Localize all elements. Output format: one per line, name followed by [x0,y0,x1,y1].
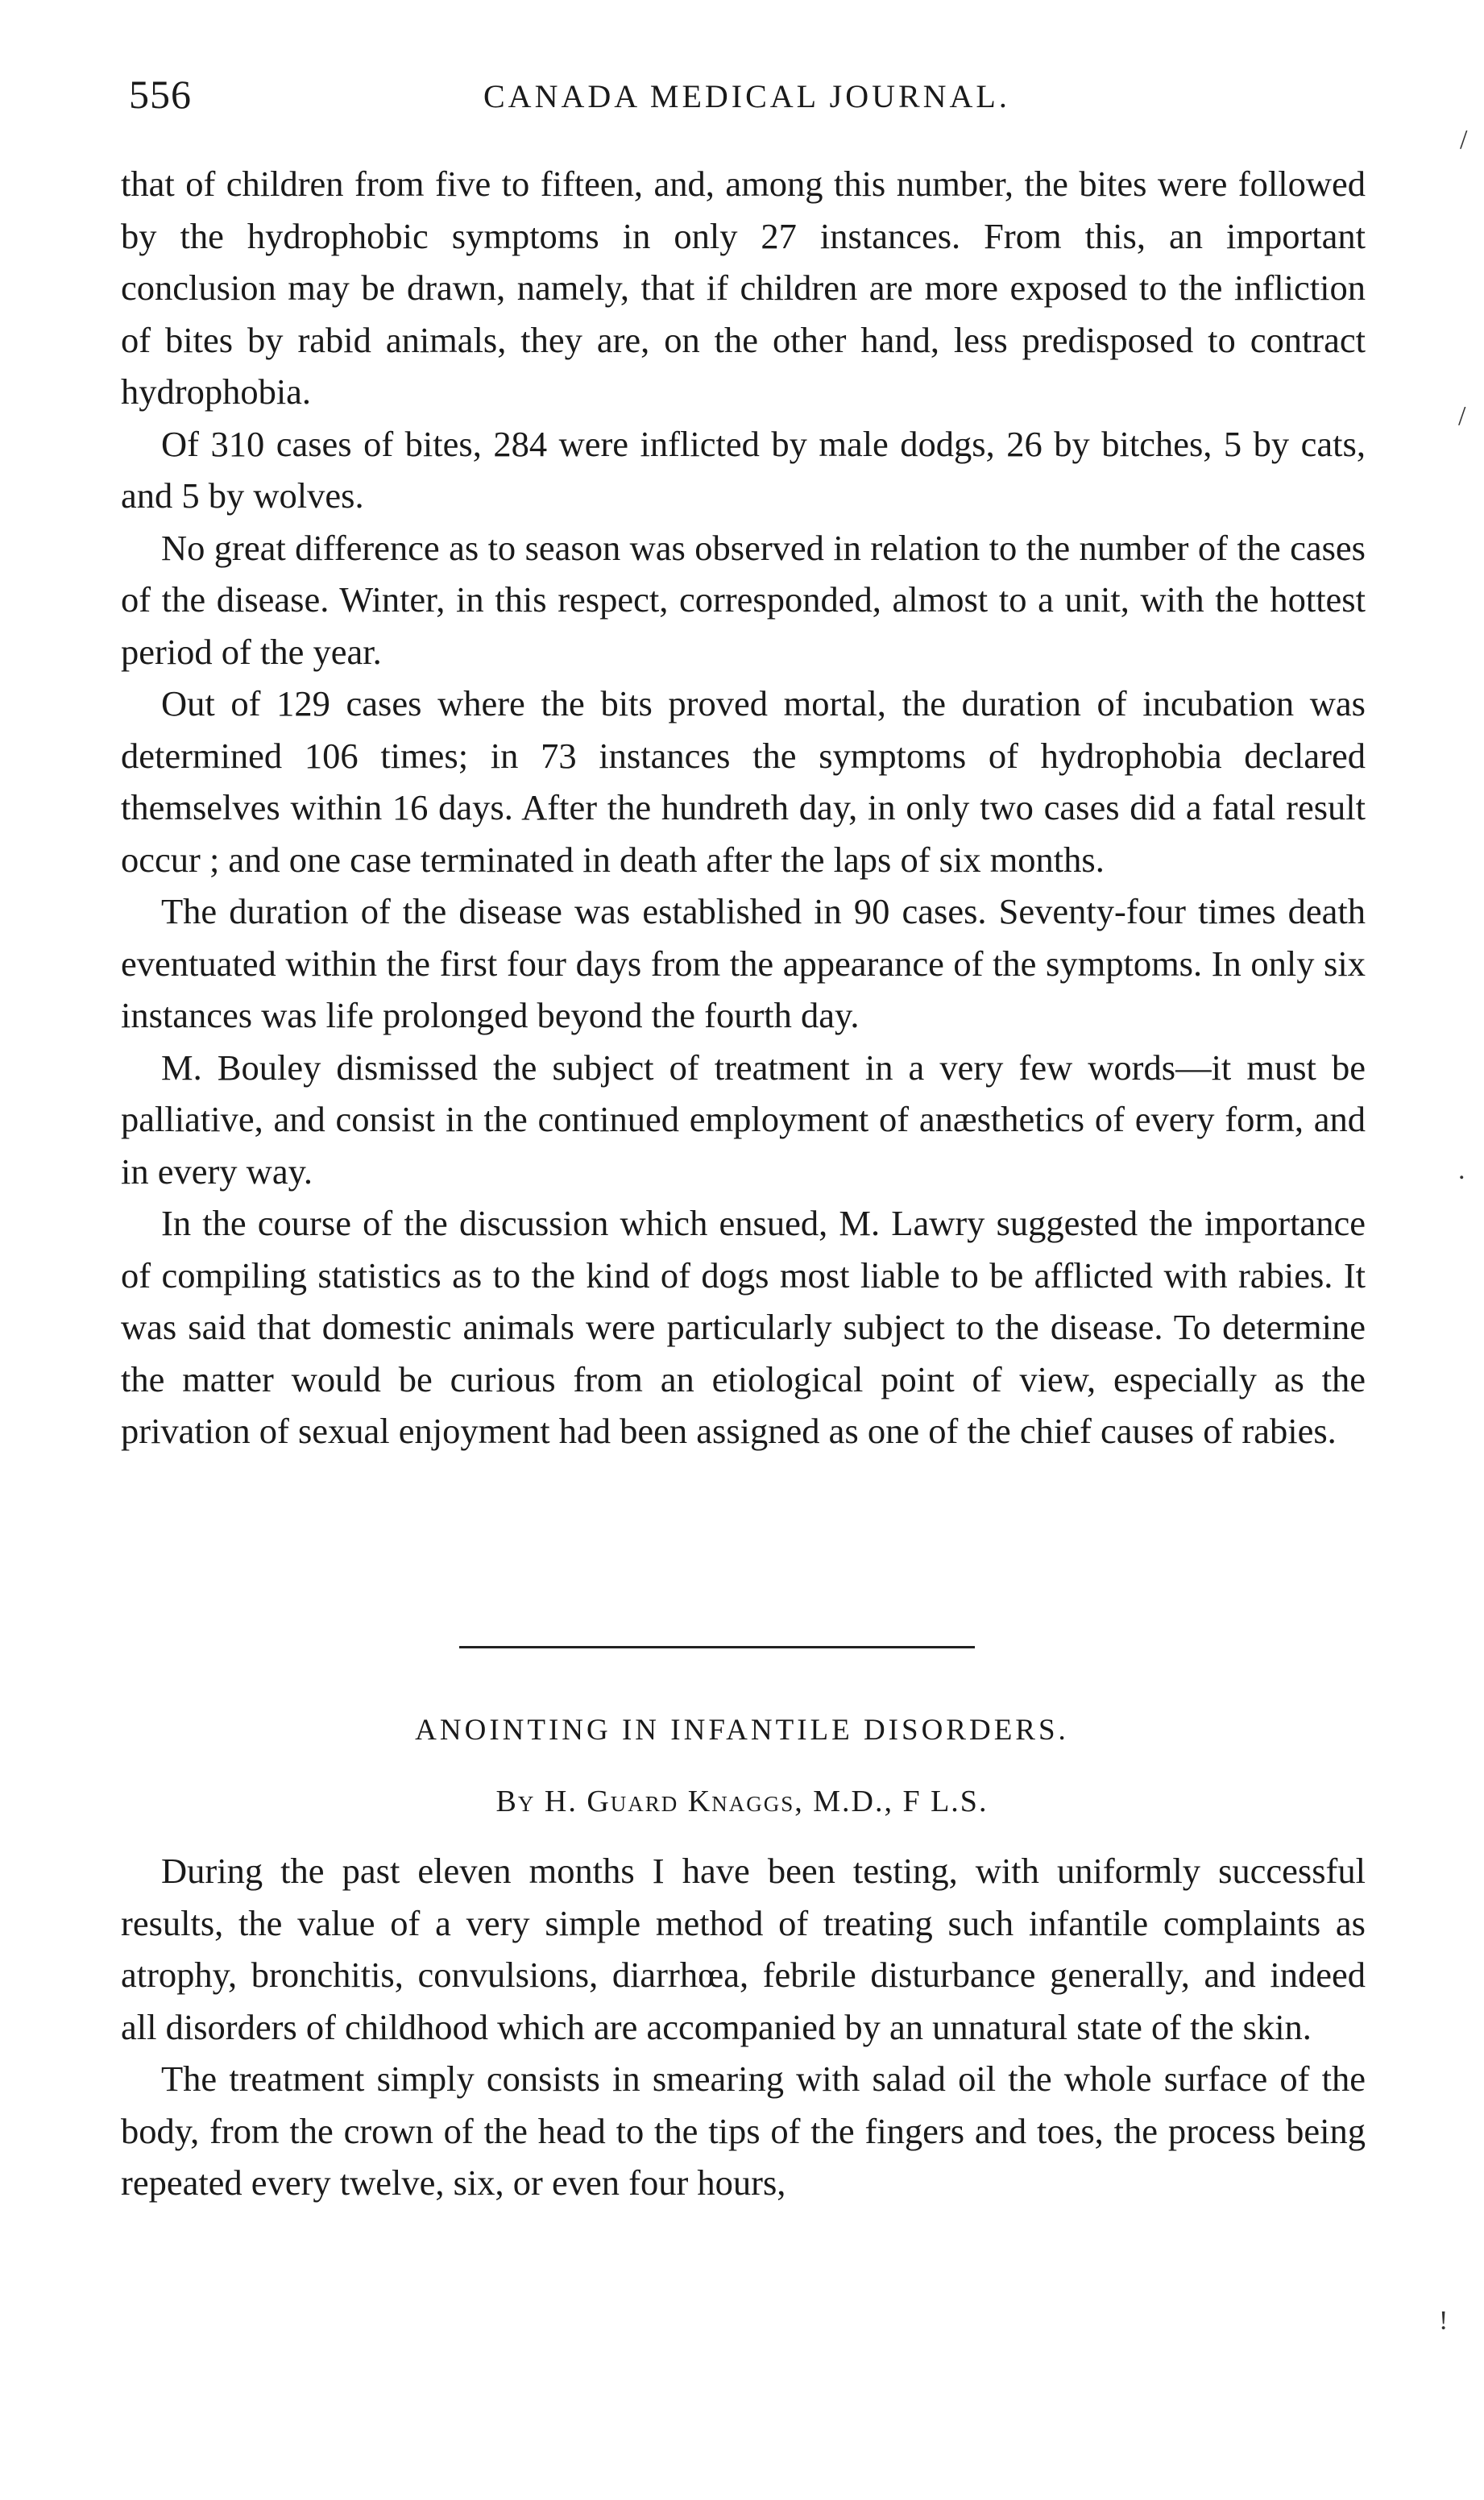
margin-mark: / [1458,401,1466,431]
paragraph: The treatment simply consists in smearing with salad oil the whole surface of the body, from the crown of the head to the tips of the fingers and toes, the process being repeated every twelve, six, or even four hours, [121,2058,1366,2203]
section-divider [459,1646,975,1648]
margin-mark: . [1458,1155,1465,1185]
paragraph: that of children from five to fifteen, and, among this number, the bites were followed by the hydrophobic symptoms in only 27 instances. From this, an important conclusion may be drawn, namely, that if children are more exposed to the infliction of bites by rabid animals, they are, on the other hand, less predisposed to contract hydrophobia. [121,164,1366,412]
page-number: 556 [129,72,192,117]
paragraph: The duration of the disease was established in 90 cases. Seventy-four times death eventuated within the first four days from the appearance of the symptoms. In only six instances was life prolonged beyond the fourth day. [121,891,1366,1035]
paragraph: During the past eleven months I have been testing, with uniformly successful results, the value of a very simple method of treating such infantile complaints as atrophy, bronchitis, convulsions, diarrhœa, febrile disturbance generally, and indeed all disorders of childhood which are accompanied by an unnatural state of the skin. [121,1851,1366,2047]
article-body [121,1845,1366,2209]
paragraph: In the course of the discussion which ensued, M. Lawry suggested the importance of compiling statistics as to the kind of dogs most liable to be afflicted with rabies. It was said that domestic animals were particularly subject to the disease. To determine the matter would be curious from an etiological point of view, especially as the privation of sexual enjoyment had been assigned as one of the chief causes of rabies. [121,1203,1366,1451]
paragraph: No great difference as to season was observed in relation to the number of the cases of the disease. Winter, in this respect, corresponded, almost to a unit, with the hottest period of the year. [121,527,1366,672]
journal-title: CANADA MEDICAL JOURNAL. [483,78,1010,114]
article-title: ANOINTING IN INFANTILE DISORDERS. [415,1714,1069,1747]
margin-mark: ! [1439,2306,1449,2336]
article-byline: By H. Guard Knaggs, M.D., F L.S. [495,1785,989,1818]
paragraph: Out of 129 cases where the bits proved mortal, the duration of incubation was determined 106 times; in 73 instances the symptoms of hydrophobia declared themselves within 16 days. After the hundreth day, in only two cases did a fatal result occur ; and one case terminated in death after the laps of six months. [121,683,1366,880]
article-continuation [121,158,1366,1457]
running-head [129,71,1370,135]
margin-mark: / [1460,125,1468,155]
paragraph: Of 310 cases of bites, 284 were inflicted by male dodgs, 26 by bitches, 5 by cats, and 5 by wolves. [121,423,1366,516]
paragraph: M. Bouley dismissed the subject of treatment in a very few words—it must be palliative, and consist in the continued employment of anæsthetics of every form, and in every way. [121,1047,1366,1192]
